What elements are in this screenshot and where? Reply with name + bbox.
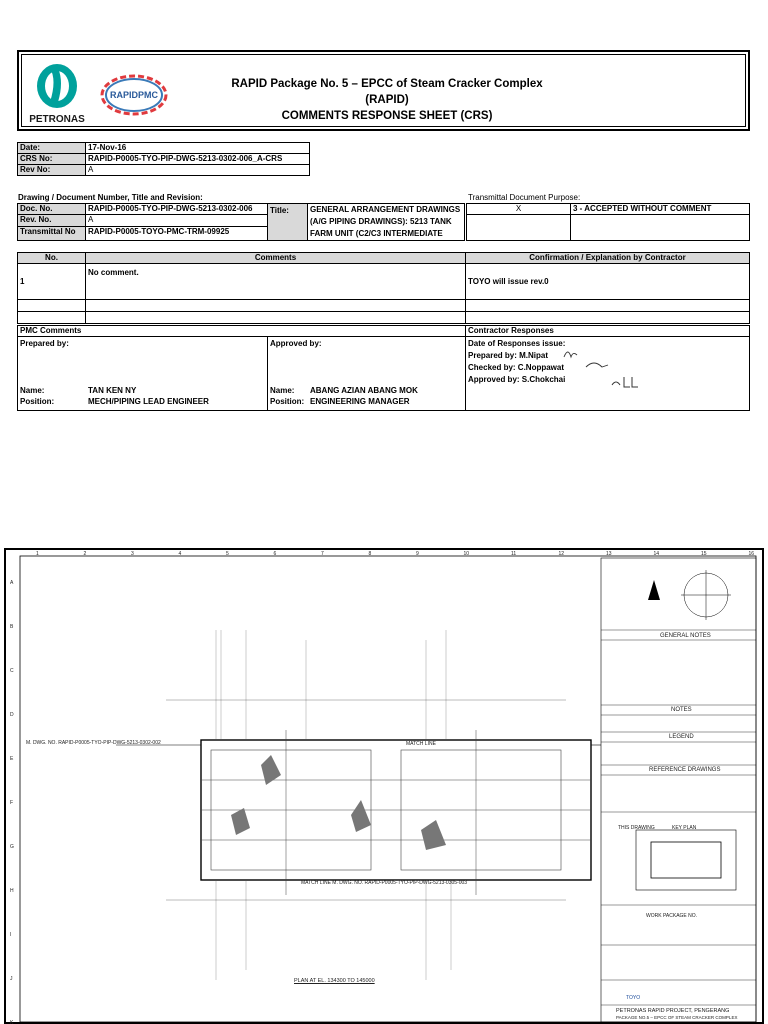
grid-row-letter: I (10, 932, 12, 938)
grid-column-number: 8 (368, 551, 372, 557)
title-label: Title: (268, 204, 308, 241)
approved-position-label: Position: (270, 397, 305, 406)
grid-column-number: 9 (416, 551, 419, 557)
rev-no-value: A (86, 215, 268, 226)
grid-row-letter: A (10, 580, 14, 586)
vertical-pipe-lines (216, 630, 451, 980)
this-drawing-label: THIS DRAWING (618, 825, 655, 831)
work-package-label: WORK PACKAGE NO. (646, 913, 698, 919)
row-no: 1 (18, 264, 86, 300)
approved-position: ENGINEERING MANAGER (310, 397, 410, 406)
crs-value: RAPID-P0005-TYO-PIP-DWG-5213-0302-006_A-CRS (86, 154, 310, 165)
rev-no-label: Rev. No. (18, 215, 86, 226)
grid-column-number: 1 (36, 551, 39, 557)
grid-column-number: 4 (178, 551, 182, 557)
purpose-value: 3 - ACCEPTED WITHOUT COMMENT (571, 204, 750, 215)
doc-title (308, 204, 465, 241)
grid-column-number: 6 (273, 551, 277, 557)
approved-name-label: Name: (270, 386, 295, 395)
prepared-by-cell (18, 337, 268, 411)
prepared-name: TAN KEN NY (88, 386, 137, 395)
prepared-position-label: Position: (20, 397, 55, 406)
transmittal-purpose-label: Transmittal Document Purpose: (468, 193, 581, 202)
reference-drawings-label: REFERENCE DRAWINGS (649, 767, 721, 773)
table-row (18, 300, 750, 312)
table-row (18, 312, 750, 324)
grid-column-number: 15 (701, 551, 707, 557)
rev-value: A (86, 165, 310, 176)
col-header-confirmation: Confirmation / Explanation by Contractor (466, 253, 750, 264)
toyo-logo: TOYO (626, 995, 641, 1001)
contractor-checked: Checked by: C.Noppawat (468, 363, 565, 372)
doc-title-line-2: (A/G PIPING DRAWINGS): 5213 TANK (310, 217, 452, 226)
equipment-symbols (231, 755, 446, 850)
match-line-top: MATCH LINE (406, 741, 436, 747)
header-inner-frame (21, 54, 746, 127)
crs-header (17, 50, 750, 131)
grid-column-number: 14 (653, 551, 660, 557)
crs-info-table (17, 142, 310, 176)
pmc-comments-label: PMC Comments (18, 326, 466, 337)
signoff-table (17, 325, 750, 411)
ga-drawing-sheet (4, 548, 764, 1024)
prepared-by-label: Prepared by: (20, 339, 69, 348)
grid-column-number: 3 (131, 551, 134, 557)
doc-no-value: RAPID-P0005-TYO-PIP-DWG-5213-0302-006 (86, 204, 268, 215)
title-block-lines (601, 630, 756, 1005)
svg-text:PETRONAS: PETRONAS (29, 114, 85, 125)
contractor-sign-cell (466, 337, 750, 411)
row-response: TOYO will issue rev.0 (466, 264, 750, 300)
plan-elevation-label: PLAN AT EL. 134300 TO 145000 (294, 978, 375, 984)
approved-by-label: Approved by: (270, 339, 322, 348)
notes-label: NOTES (671, 707, 692, 713)
grid-column-number: 16 (748, 551, 755, 557)
doc-title-line-1: GENERAL ARRANGEMENT DRAWINGS (310, 205, 461, 214)
approved-name: ABANG AZIAN ABANG MOK (310, 386, 418, 395)
grid-row-letter: D (10, 712, 14, 718)
project-label: PETRONAS RAPID PROJECT, PENGERANG (616, 1008, 730, 1014)
grid-row-letter: G (10, 844, 14, 850)
doc-no-label: Doc. No. (18, 204, 86, 215)
comments-table (17, 252, 750, 324)
rev-label: Rev No: (18, 165, 86, 176)
contractor-prepared: Prepared by: M.Nipat (468, 351, 549, 360)
contractor-approved: Approved by: S.Chokchai (468, 375, 566, 384)
grid-column-number: 10 (463, 551, 470, 557)
date-label: Date: (18, 143, 86, 154)
grid-column-number: 2 (83, 551, 87, 557)
table-row (18, 264, 750, 300)
signature-marks (562, 347, 652, 395)
petronas-logo (28, 60, 86, 126)
grid-row-letter: K (10, 1020, 14, 1024)
prepared-position: MECH/PIPING LEAD ENGINEER (88, 397, 209, 406)
rapidpmc-logo (100, 73, 174, 117)
title-line-2: COMMENTS RESPONSE SHEET (CRS) (281, 110, 493, 122)
ga-drawing-svg (6, 550, 762, 1022)
date-issue-label: Date of Responses issue: (468, 339, 566, 348)
key-plan-label: KEY PLAN (672, 825, 697, 831)
grid-column-number: 13 (606, 551, 612, 557)
package-label: PACKAGE NO.5 – EPCC OF STEAM CRACKER COMPLEX (616, 1015, 738, 1020)
drawing-doc-section-label: Drawing / Document Number, Title and Revision: (18, 193, 203, 202)
col-header-comments: Comments (86, 253, 466, 264)
legend-label: LEGEND (669, 734, 694, 740)
transmittal-no-value: RAPID-P0005-TOYO-PMC-TRM-09925 (86, 226, 268, 240)
col-header-no: No. (18, 253, 86, 264)
grid-row-letter: J (10, 976, 13, 982)
drawing-doc-table (17, 203, 465, 241)
crs-label: CRS No: (18, 154, 86, 165)
grid-row-letter: F (10, 800, 14, 806)
approved-by-cell (268, 337, 466, 411)
grid-row-letter: H (10, 888, 14, 894)
grid-column-number: 11 (511, 551, 517, 557)
row-comment: No comment. (86, 264, 466, 300)
grid-row-letter: C (10, 668, 14, 674)
grid-row-letter: E (10, 756, 14, 762)
svg-text:RAPIDPMC: RAPIDPMC (109, 90, 159, 100)
general-notes-label: GENERAL NOTES (660, 633, 711, 639)
transmittal-purpose-table (466, 203, 750, 241)
prepared-name-label: Name: (20, 386, 45, 395)
purpose-mark: X (467, 204, 571, 215)
contractor-responses-label: Contractor Responses (466, 326, 750, 337)
doc-title-line-3: FARM UNIT (C2/C3 INTERMEDIATE (310, 229, 443, 238)
ref-dwg-note: M. DWG. NO. RAPID-P0005-TYO-PIP-DWG-5213-0302-002 (26, 740, 161, 746)
grid-column-number: 5 (226, 551, 229, 557)
grid-column-number: 12 (558, 551, 565, 557)
header-title (222, 76, 552, 124)
match-line-bottom: MATCH LINE M. DWG. NO. RAPID-P0005-TYO-PIP-DWG-5213-0305-003 (301, 880, 468, 886)
title-line-1: RAPID Package No. 5 – EPCC of Steam Cracker Complex (RAPID) (231, 78, 543, 106)
grid-column-number: 7 (321, 551, 324, 557)
grid-row-letter: B (10, 624, 14, 630)
transmittal-no-label: Transmittal No (18, 226, 86, 240)
date-value: 17-Nov-16 (86, 143, 310, 154)
